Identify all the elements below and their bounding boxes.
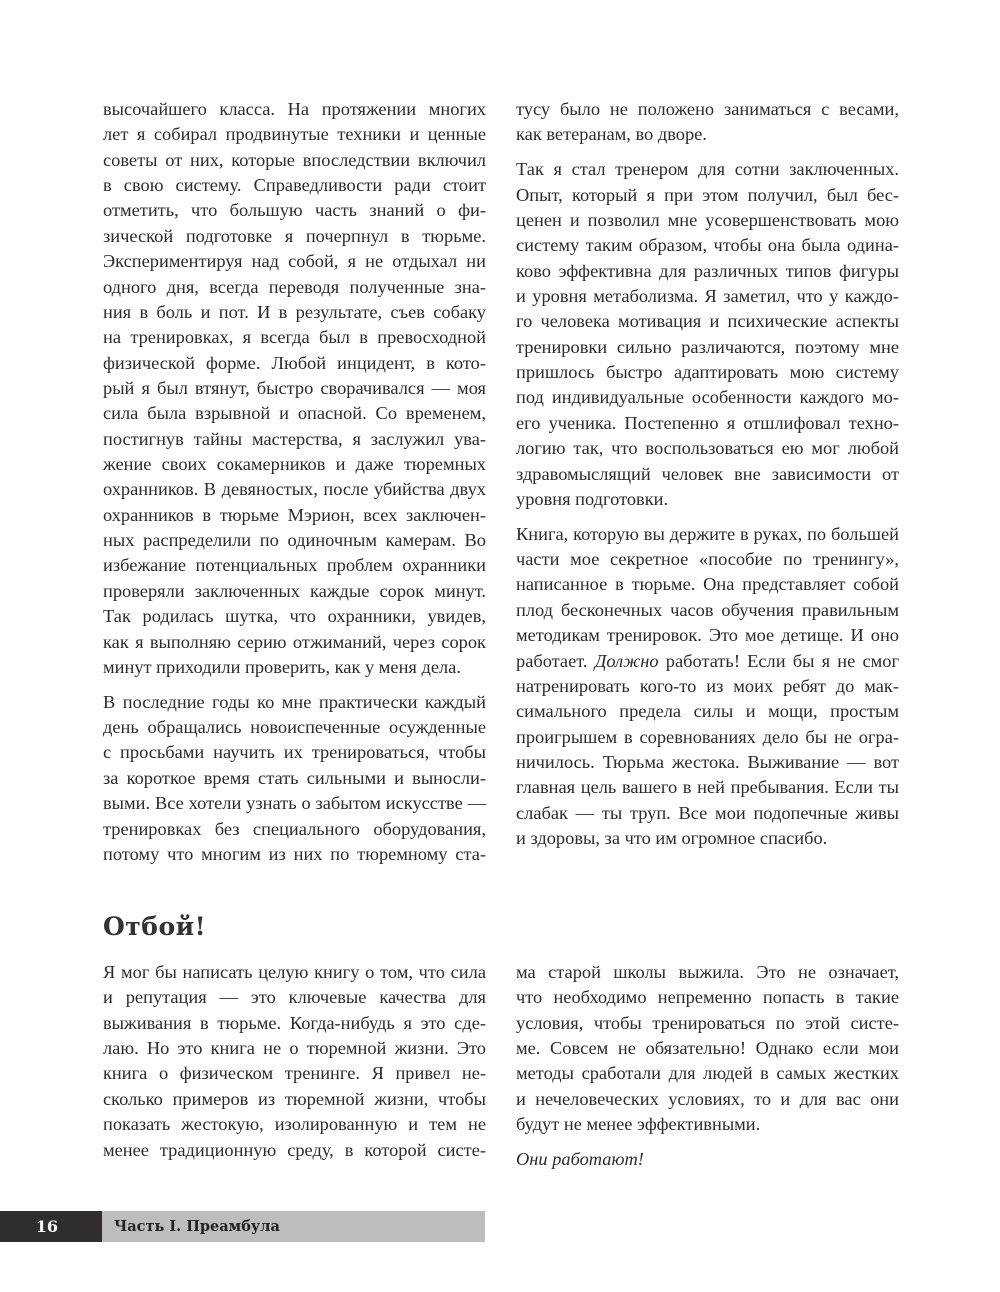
text-line: логию так, что воспользоваться ею мог любой: [516, 438, 899, 459]
text-line: под индивидуальные особенности каждого мо-: [516, 387, 899, 408]
text-line: лаю. Но это книга не о тюремной жизни. Это: [103, 1038, 486, 1059]
italic-emphasis: Должно: [594, 650, 659, 671]
text-line: будут не менее эффективными.: [516, 1114, 761, 1135]
text-line: Я мог бы написать целую книгу о том, что сила: [103, 962, 486, 982]
text-line: советы от них, которые впоследствии включил: [103, 149, 486, 170]
text-line: охранников. В девяностых, после убийства двух: [103, 479, 486, 500]
text-line: на тренировках, я всегда был в превосходной: [103, 327, 486, 348]
text-line: пришлось быстро адаптировать мою систему: [516, 362, 899, 383]
text-line: как я выполняю серию отжиманий, через сорок: [103, 631, 486, 652]
text-line: главная цель вашего в ней пребывания. Если ты: [516, 777, 899, 798]
text-line: и уровня метаболизма. Я заметил, что у каждо-: [516, 286, 899, 307]
text-line: ково эффективна для различных типов фигуры: [516, 260, 899, 281]
text-line: Так я стал тренером для сотни заключенных.: [516, 159, 899, 180]
text-line: постигнув тайны мастерства, я заслужил ува-: [103, 428, 486, 449]
section-heading: Отбой!: [103, 912, 207, 941]
text-line: натренировать кого-то из моих ребят до мак-: [516, 675, 899, 696]
text-line: избежание потенциальных проблем охранники: [103, 555, 486, 576]
text-line: методикам тренировок. Это мое детище. И оно: [516, 625, 899, 646]
text-line: тусу было не положено заниматься с весами,: [516, 99, 899, 119]
text-run: работать! Если бы я не смог: [658, 650, 899, 671]
text-line: зической подготовке я почерпнул в тюрьме.: [103, 225, 486, 246]
text-line: лет я собирал продвинутые техники и ценные: [103, 124, 486, 145]
closing-line: Они работают!: [516, 1149, 644, 1170]
text-line: его ученика. Постепенно я отшлифовал техно-: [516, 412, 899, 433]
text-line: части мое секретное «пособие по тренингу»,: [516, 549, 899, 570]
text-line: в свою систему. Справедливости ради стоит: [103, 175, 486, 196]
text-line: уровня подготовки.: [516, 488, 669, 509]
text-line: жение своих сокамерников и даже тюремных: [103, 454, 486, 475]
text-line: ме. Совсем не обязательно! Однако если мои: [516, 1038, 899, 1059]
text-line: высочайшего класса. На протяжении многих: [103, 99, 486, 119]
paragraph: [103, 690, 486, 868]
text-line: Опыт, который я при этом получил, был бес-: [516, 184, 899, 205]
text-line: выживания в тюрьме. Когда-нибудь я это сде-: [103, 1012, 486, 1033]
text-line: ценен и позволил мне усовершенствовать мою: [516, 209, 899, 230]
closing-paragraph: [516, 1147, 899, 1172]
text-line: потому что многим из них по тюремному ста-: [103, 843, 486, 864]
text-line: Книга, которую вы держите в руках, по большей: [516, 523, 899, 544]
text-line: охранников в тюрьме Мэрион, всех заключен-: [103, 504, 486, 525]
text-line: день обращались новоиспеченные осужденные: [103, 717, 486, 738]
bottom-right-column: [516, 960, 899, 1172]
top-right-column: [516, 97, 899, 851]
text-line: минут приходили проверить, как у меня дела.: [103, 656, 461, 677]
text-line: и репутация — это ключевые качества для: [103, 987, 486, 1008]
text-run: работает.: [516, 650, 595, 671]
text-line: показать жестокую, изолированную и тем не: [103, 1114, 486, 1135]
text-line: слабак — ты труп. Все мои подопечные живы: [516, 802, 899, 823]
paragraph: [516, 960, 899, 1138]
text-line: систему таким образом, чтобы она была одина-: [516, 235, 899, 256]
paragraph: [516, 522, 899, 852]
text-line: го человека мотивация и психические аспекты: [516, 311, 899, 332]
top-left-column: [103, 97, 486, 867]
paragraph: [103, 97, 486, 680]
text-line: тренировках без специального оборудования,: [103, 818, 486, 839]
text-line: рый я был втянут, быстро сворачивался — моя: [103, 377, 486, 398]
running-title: Часть I. Преамбула: [102, 1211, 485, 1242]
text-line: ных распределили по одиночным камерам. Во: [103, 530, 486, 551]
text-line: за короткое время стать сильными и выносли-: [103, 767, 486, 788]
text-line: ния в боль и пот. И в результате, съев собаку: [103, 301, 486, 322]
bottom-left-column: [103, 960, 486, 1163]
text-line: как ветеранам, во дворе.: [516, 124, 707, 145]
text-line: выми. Все хотели узнать о забытом искусстве —: [103, 793, 486, 814]
text-line: сила была взрывной и опасной. Со временем,: [103, 403, 486, 424]
text-line: книга о физическом тренинге. Я привел не-: [103, 1063, 486, 1084]
text-line: проигрышем в соревнованиях дело бы не огра-: [516, 726, 899, 747]
text-line: ничилось. Тюрьма жестока. Выживание — вот: [516, 751, 899, 772]
text-line: Экспериментируя над собой, я не отдыхал ни: [103, 251, 486, 272]
text-line: плод бесконечных часов обучения правильным: [516, 599, 899, 620]
text-line: сколько примеров из тюремной жизни, чтобы: [103, 1088, 486, 1109]
paragraph: [516, 157, 899, 512]
text-line: симального предела силы и мощи, простым: [516, 701, 899, 722]
text-line: менее традиционную среду, в которой систе-: [103, 1139, 486, 1160]
text-line: [516, 649, 899, 674]
text-line: условия, чтобы тренироваться по этой систе-: [516, 1012, 899, 1033]
text-line: В последние годы ко мне практически каждый: [103, 691, 486, 712]
text-line: одного дня, всегда переводя полученные зна-: [103, 276, 486, 297]
text-line: ма старой школы выжила. Это не означает,: [516, 962, 899, 982]
text-line: проверяли заключенных каждые сорок минут.: [103, 580, 486, 601]
text-line: что необходимо непременно попасть в такие: [516, 987, 899, 1008]
text-line: здравомыслящий человек вне зависимости от: [516, 463, 899, 484]
text-line: отметить, что большую часть знаний о фи-: [103, 200, 486, 221]
paragraph: [103, 960, 486, 1163]
text-line: методы сработали для людей в самых жестких: [516, 1063, 899, 1084]
text-line: Так родилась шутка, что охранники, увидев,: [103, 606, 486, 627]
text-line: физической форме. Любой инцидент, в кото-: [103, 352, 486, 373]
text-line: написанное в тюрьме. Она представляет собой: [516, 574, 899, 595]
text-line: и нечеловеческих условиях, то и для вас они: [516, 1088, 899, 1109]
text-line: с просьбами научить их тренироваться, чтобы: [103, 742, 486, 763]
text-line: тренировки сильно различаются, поэтому мне: [516, 336, 899, 357]
page-number: 16: [0, 1211, 102, 1242]
text-line: и здоровы, за что им огромное спасибо.: [516, 828, 828, 849]
paragraph: [516, 97, 899, 148]
